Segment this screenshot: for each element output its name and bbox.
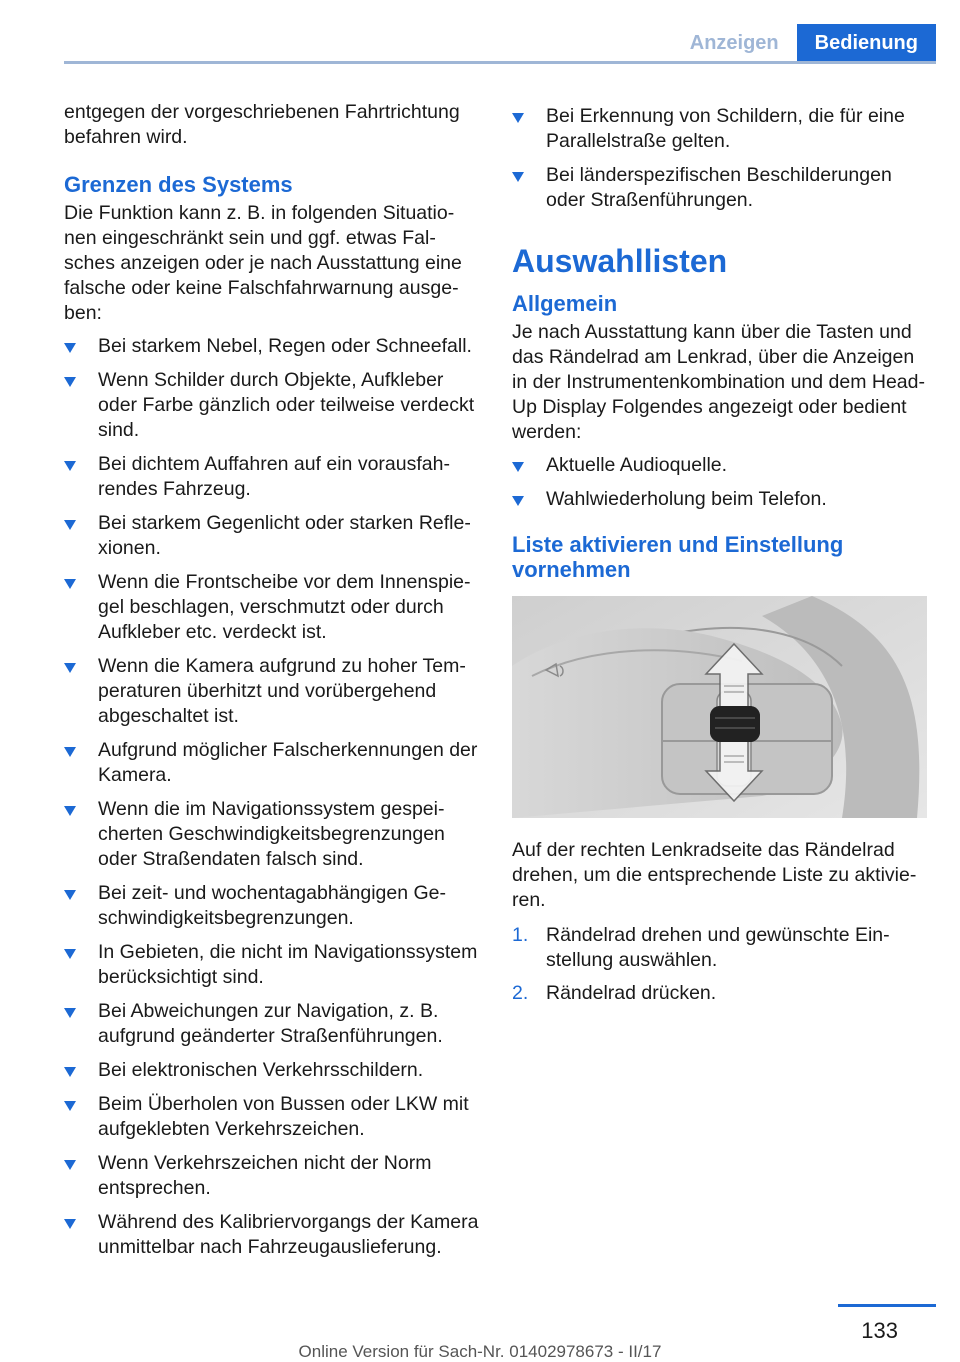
list-item-text: Aktuelle Audioquelle. bbox=[546, 454, 728, 476]
thumbwheel-paragraph: Auf der rechten Lenkradseite das Rändelrad drehen, um die entsprechende Liste zu aktivieren. bbox=[512, 839, 917, 911]
list-item-text: Bei elektronischen Verkehrsschildern. bbox=[98, 1059, 424, 1081]
list-item-text: Bei dichtem Auffahren auf ein vorausfahrendes Fahrzeug. bbox=[98, 453, 450, 500]
list-item bbox=[512, 104, 927, 154]
limits-list bbox=[64, 334, 479, 1260]
tab-bedienung: Bedienung bbox=[797, 24, 936, 62]
list-item bbox=[64, 654, 479, 729]
step-text: Rändelrad drehen und gewünschte Einstellung auswählen. bbox=[546, 924, 890, 971]
list-item bbox=[512, 453, 927, 478]
header-tabs bbox=[672, 24, 936, 62]
list-item bbox=[64, 881, 479, 931]
step-text: Rändelrad drücken. bbox=[546, 982, 717, 1004]
list-item bbox=[64, 1151, 479, 1201]
tab-anzeigen: Anzeigen bbox=[672, 24, 797, 62]
list-item-text: Beim Überholen von Bussen oder LKW mit aufgeklebten Verkehrszeichen. bbox=[98, 1093, 469, 1140]
list-item bbox=[64, 1058, 479, 1083]
triangle-bullet-icon bbox=[64, 890, 76, 900]
list-item-text: Bei Erkennung von Schildern, die für eine Parallelstraße gelten. bbox=[546, 105, 905, 152]
left-column bbox=[64, 100, 479, 1269]
right-column bbox=[512, 100, 927, 1014]
list-item bbox=[64, 1210, 479, 1260]
list-item-text: Bei Abweichungen zur Navigation, z. B. aufgrund geänderter Straßenführungen. bbox=[98, 1000, 443, 1047]
section-heading-grenzen: Grenzen des Systems bbox=[64, 172, 293, 197]
list-item bbox=[64, 797, 479, 872]
list-item-text: Wenn Verkehrszeichen nicht der Norm entsprechen. bbox=[98, 1152, 432, 1199]
section-title-auswahllisten: Auswahllisten bbox=[512, 243, 728, 279]
list-item bbox=[64, 940, 479, 990]
triangle-bullet-icon bbox=[64, 1219, 76, 1229]
list-item bbox=[64, 452, 479, 502]
step-item bbox=[512, 981, 927, 1006]
list-item-text: Bei starkem Nebel, Regen oder Schneefall. bbox=[98, 335, 472, 357]
triangle-bullet-icon bbox=[64, 520, 76, 530]
list-item bbox=[512, 487, 927, 512]
triangle-bullet-icon bbox=[64, 663, 76, 673]
triangle-bullet-icon bbox=[512, 113, 524, 123]
footer-divider bbox=[838, 1304, 936, 1307]
list-item-text: Während des Kalibriervorgangs der Kamera unmittelbar nach Fahrzeugauslieferung. bbox=[98, 1211, 479, 1258]
list-item-text: Wenn die im Navigationssystem gespeicherten Geschwindigkeitsbegrenzungen oder Straßendaten falsch sind. bbox=[98, 798, 445, 870]
list-item bbox=[64, 570, 479, 645]
triangle-bullet-icon bbox=[64, 1008, 76, 1018]
display-list bbox=[512, 453, 927, 512]
step-item bbox=[512, 923, 927, 973]
steering-wheel-illustration bbox=[512, 596, 927, 818]
step-number: 1. bbox=[512, 924, 529, 946]
triangle-bullet-icon bbox=[64, 1067, 76, 1077]
list-item bbox=[64, 368, 479, 443]
subheading-liste-aktivieren: Liste aktivieren und Einstellung vornehmen bbox=[512, 532, 844, 582]
list-item-text: Wenn Schilder durch Objekte, Aufkleber oder Farbe gänzlich oder teilweise verdeckt sind. bbox=[98, 369, 475, 441]
list-item bbox=[64, 738, 479, 788]
triangle-bullet-icon bbox=[64, 461, 76, 471]
list-item-text: Wenn die Kamera aufgrund zu hoher Temperaturen überhitzt und vorübergehend abgeschaltet ist. bbox=[98, 655, 466, 727]
intro-text: entgegen der vorgeschriebenen Fahrtrichtung befahren wird. bbox=[64, 101, 460, 148]
triangle-bullet-icon bbox=[64, 579, 76, 589]
header-divider bbox=[64, 61, 936, 64]
triangle-bullet-icon bbox=[64, 747, 76, 757]
triangle-bullet-icon bbox=[64, 949, 76, 959]
list-item bbox=[64, 999, 479, 1049]
list-item-text: In Gebieten, die nicht im Navigationssystem berücksichtigt sind. bbox=[98, 941, 478, 988]
steps-list bbox=[512, 923, 927, 1006]
list-item bbox=[512, 163, 927, 213]
triangle-bullet-icon bbox=[512, 172, 524, 182]
list-item-text: Bei zeit- und wochentagabhängigen Geschwindigkeitsbegrenzungen. bbox=[98, 882, 446, 929]
page-number: 133 bbox=[861, 1318, 898, 1343]
triangle-bullet-icon bbox=[512, 496, 524, 506]
list-item bbox=[64, 334, 479, 359]
limits-list-continued bbox=[512, 104, 927, 213]
grenzen-paragraph: Die Funktion kann z. B. in folgenden Situationen eingeschränkt sein und ggf. etwas Falsches anzeigen oder je nach Ausstattung eine falsche oder keine Falschfahrwarnung ausgeben: bbox=[64, 202, 462, 324]
list-item-text: Bei starkem Gegenlicht oder starken Reflexionen. bbox=[98, 512, 471, 559]
triangle-bullet-icon bbox=[64, 806, 76, 816]
subheading-allgemein: Allgemein bbox=[512, 291, 618, 316]
triangle-bullet-icon bbox=[64, 1101, 76, 1111]
step-number: 2. bbox=[512, 982, 529, 1004]
list-item-text: Aufgrund möglicher Falscherkennungen der Kamera. bbox=[98, 739, 478, 786]
list-item-text: Wahlwiederholung beim Telefon. bbox=[546, 488, 827, 510]
list-item-text: Wenn die Frontscheibe vor dem Innenspiegel beschlagen, verschmutzt oder durch Aufkleber etc. verdeckt ist. bbox=[98, 571, 471, 643]
list-item bbox=[64, 1092, 479, 1142]
triangle-bullet-icon bbox=[512, 462, 524, 472]
triangle-bullet-icon bbox=[64, 343, 76, 353]
list-item bbox=[64, 511, 479, 561]
list-item-text: Bei länderspezifischen Beschilderungen oder Straßenführungen. bbox=[546, 164, 892, 211]
triangle-bullet-icon bbox=[64, 1160, 76, 1170]
footer-note: Online Version für Sach-Nr. 01402978673 - II/17 bbox=[298, 1342, 662, 1361]
triangle-bullet-icon bbox=[64, 377, 76, 387]
steering-wheel-thumbwheel-image bbox=[512, 596, 927, 818]
allgemein-paragraph: Je nach Ausstattung kann über die Tasten und das Rändelrad am Lenkrad, über die Anzeigen in der Instrumentenkombination und dem Head-Up Display Folgendes angezeigt oder bedient werden: bbox=[512, 321, 925, 443]
